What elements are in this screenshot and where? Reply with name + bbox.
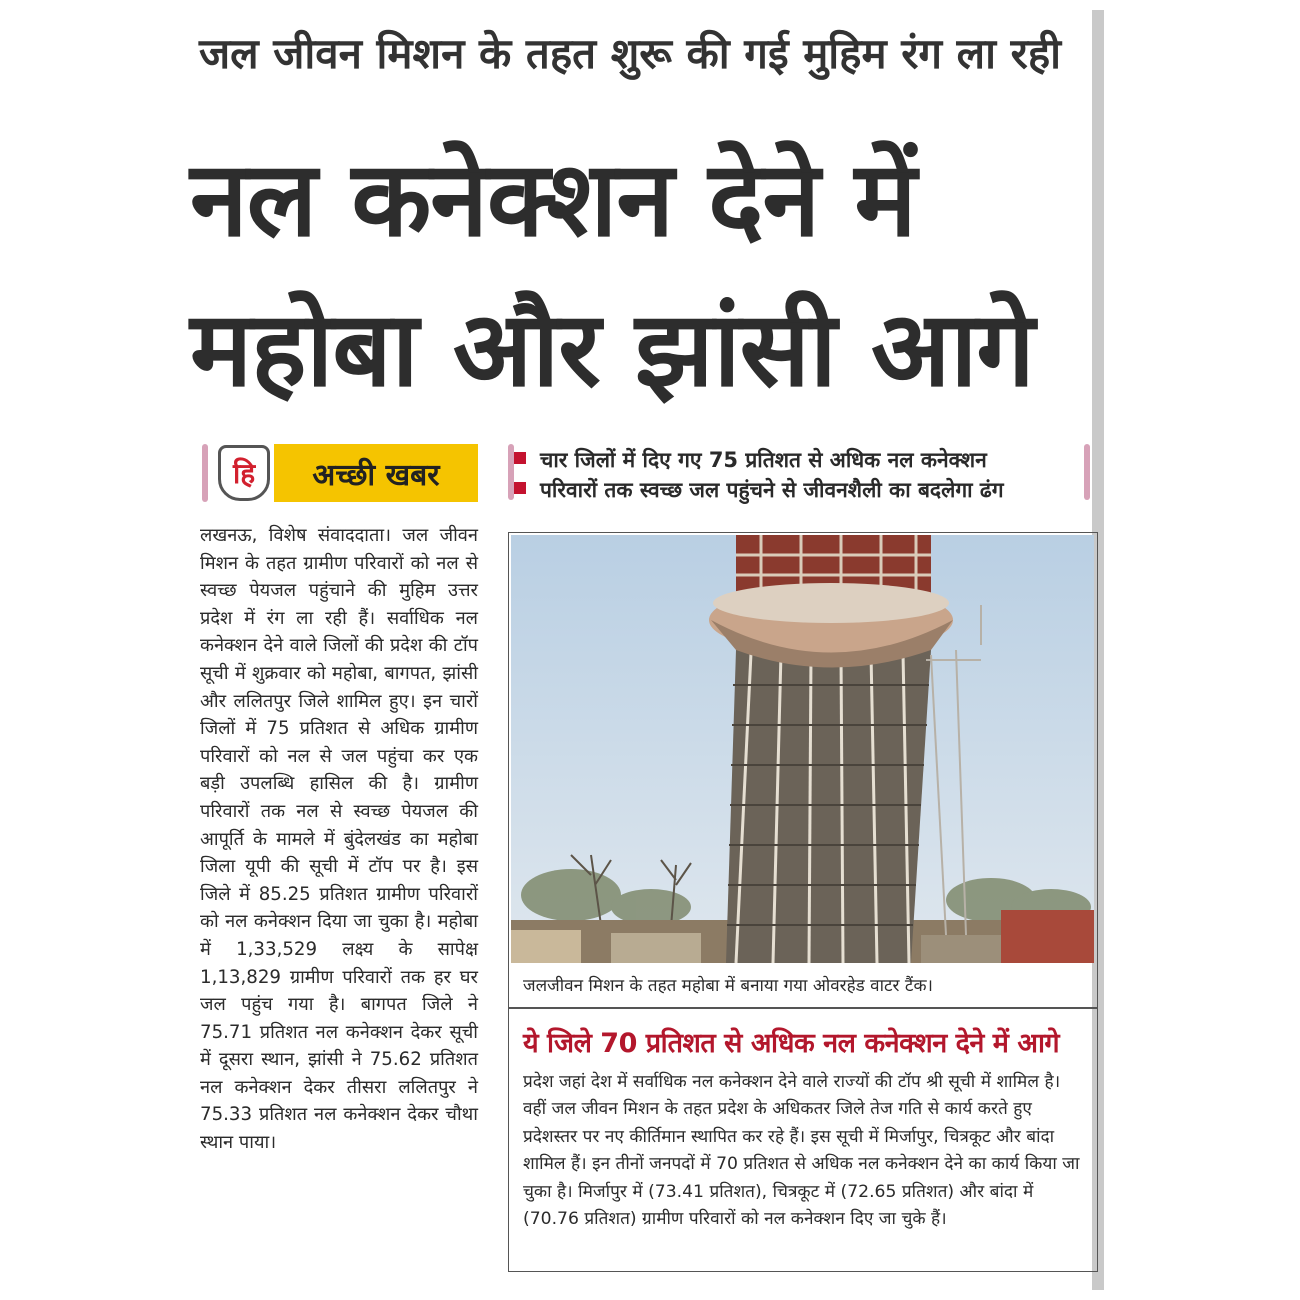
logo-shield-icon: हि [218, 445, 270, 501]
kicker-headline: जल जीवन मिशन के तहत शुरू की गई मुहिम रंग ला रही [198, 29, 1062, 78]
brand-divider [202, 444, 208, 502]
headline-line-1: नल कनेक्शन देने में [190, 138, 916, 260]
sub-headline: ये जिले 70 प्रतिशत से अधिक नल कनेक्शन देने में आगे [523, 1028, 1060, 1059]
highlights-box [508, 440, 1098, 502]
caption-divider [509, 1007, 1097, 1009]
photo-box [508, 532, 1098, 1272]
brand-strip [202, 442, 478, 504]
headline-line-2: महोबा और झांसी आगे [190, 288, 1034, 410]
highlight-bullet-2: परिवारों तक स्वच्छ जल पहुंचने से जीवनशैली का बदलेगा ढंग [540, 478, 1004, 502]
sub-article-body: प्रदेश जहां देश में सर्वाधिक नल कनेक्शन देने वाले राज्यों की टॉप श्री सूची में शामिल है। वहीं जल जीवन मिशन के तहत प्रदेश के अधिकतर जिले तेज गति से कार्य करते हुए प्रदेशस्तर पर नए कीर्तिमान स्थापित कर रहे हैं। इस सूची में मिर्जापुर, चित्रकूट और बांदा शामिल हैं। इन तीनों जनपदों में 70 प्रतिशत से अधिक नल कनेक्शन देने का कार्य किया जा चुका है। मिर्जापुर में (73.41 प्रतिशत), चित्रकूट में (72.65 प्रतिशत) और बांदा में (70.76 प्रतिशत) ग्रामीण परिवारों को नल कनेक्शन दिए जा चुके हैं। [523, 1072, 1080, 1230]
photo-caption: जलजीवन मिशन के तहत महोबा में बनाया गया ओवरहेड वाटर टैंक। [523, 976, 933, 996]
good-news-tag: अच्छी खबर [274, 444, 478, 502]
article-body: लखनऊ, विशेष संवाददाता। जल जीवन मिशन के तहत ग्रामीण परिवारों को नल से स्वच्छ पेयजल पहुंचाने की मुहिम उत्तर प्रदेश में रंग ला रही हैं। सर्वाधिक नल कनेक्शन देने वाले जिलों की प्रदेश की टॉप सूची में शुक्रवार को महोबा, बागपत, झांसी और ललितपुर जिले शामिल हुए। इन चारों जिलों में 75 प्रतिशत से अधिक ग्रामीण परिवारों को नल से जल पहुंचा कर एक बड़ी उपलब्धि हासिल की है। ग्रामीण परिवारों तक नल से स्वच्छ पेयजल की आपूर्ति के मामले में बुंदेलखंड का महोबा जिला यूपी की सूची में टॉप पर है। इस जिले में 85.25 प्रतिशत ग्रामीण परिवारों को नल कनेक्शन दिया जा चुका है। महोबा में 1,33,529 लक्ष्य के सापेक्ष 1,13,829 ग्रामीण परिवारों तक हर घर जल पहुंच गया है। बागपत जिले ने 75.71 प्रतिशत नल कनेक्शन देकर सूची में दूसरा स्थान, झांसी ने 75.62 प्रतिशत नल कनेक्शन देकर तीसरा ललितपुर ने 75.33 प्रतिशत नल कनेक्शन देकर चौथा स्थान पाया। [200, 525, 478, 1154]
highlights-right-bar [1084, 444, 1090, 500]
highlight-bullet-1: चार जिलों में दिए गए 75 प्रतिशत से अधिक नल कनेक्शन [540, 448, 987, 472]
newspaper-logo [214, 444, 274, 502]
water-tank-photo [511, 535, 1094, 963]
